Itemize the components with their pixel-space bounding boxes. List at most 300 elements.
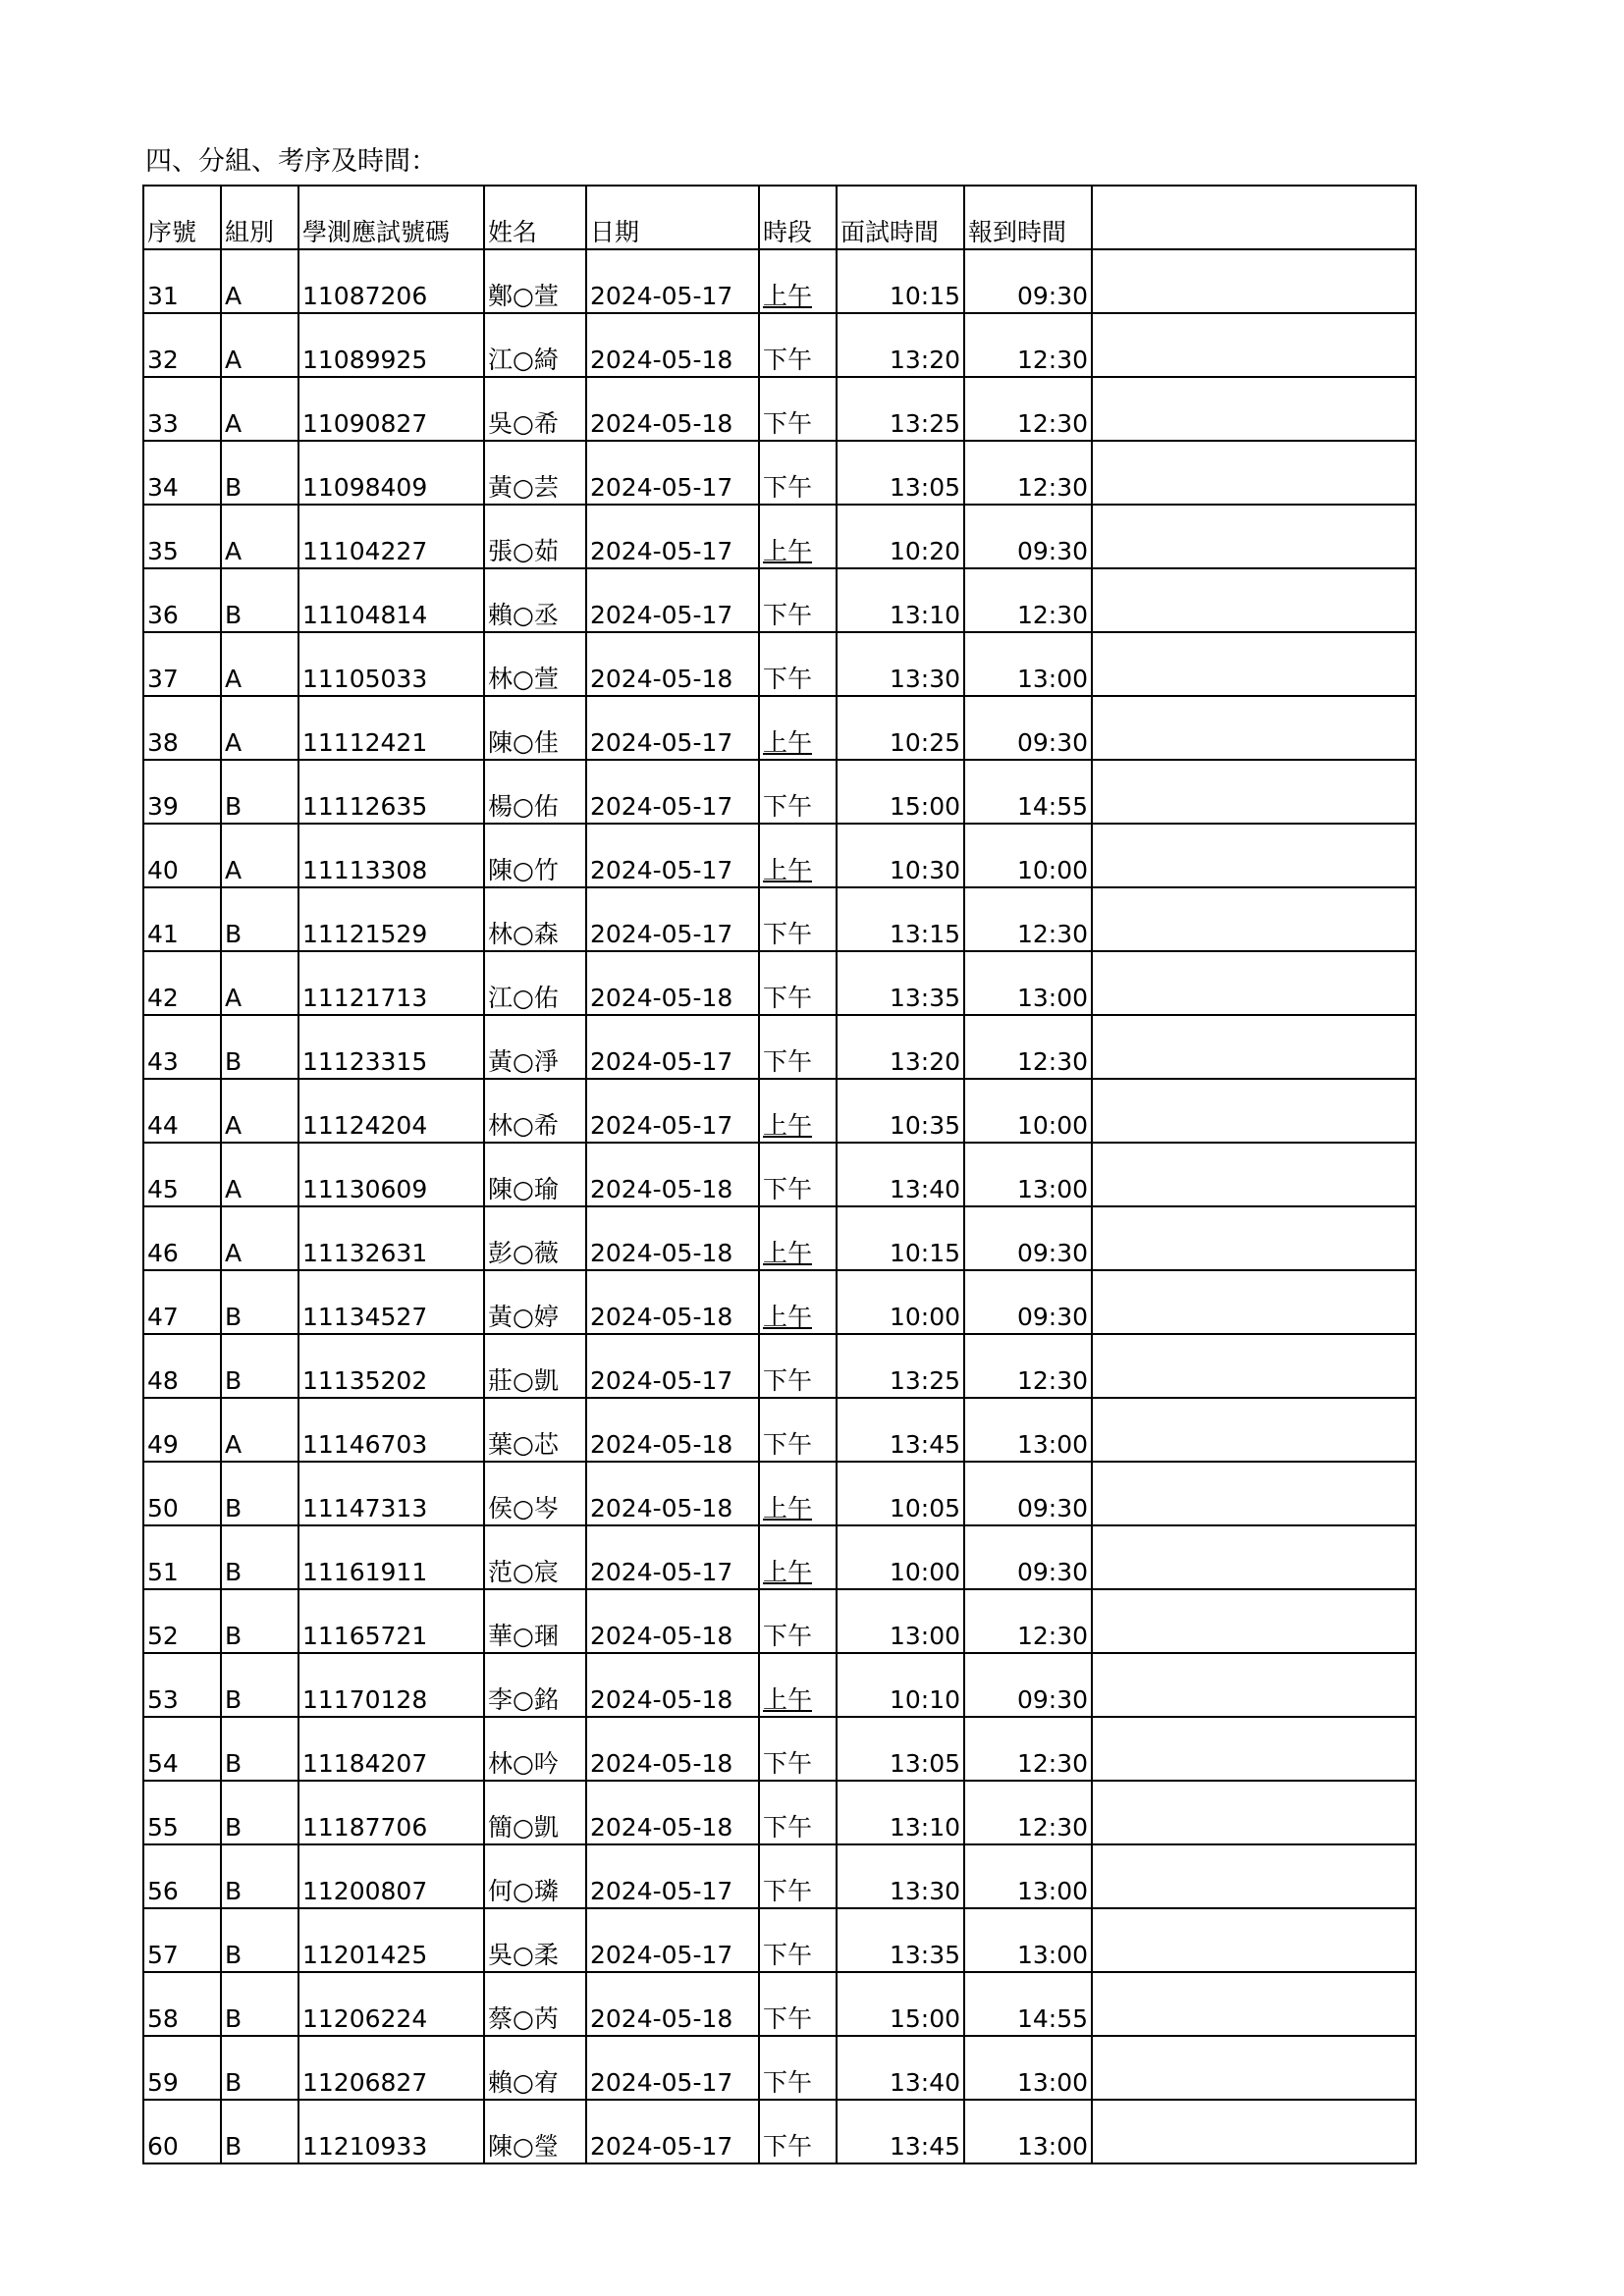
cell-blank (1092, 2036, 1416, 2100)
cell-seq: 59 (143, 2036, 221, 2100)
cell-session: 下午 (759, 1398, 837, 1462)
cell-blank (1092, 1270, 1416, 1334)
cell-checkin-time: 12:30 (964, 1334, 1092, 1398)
cell-session: 上午 (759, 1079, 837, 1143)
cell-blank (1092, 1844, 1416, 1908)
cell-name: 賴○宥 (484, 2036, 586, 2100)
cell-checkin-time: 09:30 (964, 1462, 1092, 1525)
cell-interview-time: 13:30 (837, 632, 964, 696)
cell-seq: 46 (143, 1206, 221, 1270)
cell-interview-time: 15:00 (837, 1972, 964, 2036)
cell-name: 江○綺 (484, 313, 586, 377)
cell-blank (1092, 441, 1416, 505)
cell-interview-time: 13:40 (837, 2036, 964, 2100)
table-row (143, 1781, 1416, 1844)
cell-seq: 55 (143, 1781, 221, 1844)
cell-exam-number: 11206224 (298, 1972, 484, 2036)
table-row (143, 1972, 1416, 2036)
cell-exam-number: 11098409 (298, 441, 484, 505)
cell-name: 華○㻒 (484, 1589, 586, 1653)
table-row (143, 1334, 1416, 1398)
cell-interview-time: 13:15 (837, 887, 964, 951)
cell-group: A (221, 696, 298, 760)
cell-session: 下午 (759, 887, 837, 951)
header-session: 時段 (759, 186, 837, 249)
table-row (143, 377, 1416, 441)
cell-group: A (221, 1143, 298, 1206)
cell-session: 上午 (759, 249, 837, 313)
cell-group: B (221, 1270, 298, 1334)
cell-exam-number: 11087206 (298, 249, 484, 313)
cell-session: 上午 (759, 1653, 837, 1717)
cell-date: 2024-05-17 (586, 568, 759, 632)
cell-interview-time: 13:05 (837, 441, 964, 505)
cell-seq: 37 (143, 632, 221, 696)
cell-name: 賴○丞 (484, 568, 586, 632)
cell-interview-time: 13:20 (837, 1015, 964, 1079)
table-row (143, 1206, 1416, 1270)
cell-checkin-time: 13:00 (964, 2036, 1092, 2100)
cell-exam-number: 11165721 (298, 1589, 484, 1653)
cell-seq: 50 (143, 1462, 221, 1525)
cell-name: 陳○竹 (484, 824, 586, 887)
table-row (143, 2036, 1416, 2100)
cell-date: 2024-05-18 (586, 1972, 759, 2036)
cell-interview-time: 10:30 (837, 824, 964, 887)
table-row (143, 2100, 1416, 2163)
cell-group: B (221, 1015, 298, 1079)
cell-interview-time: 13:25 (837, 377, 964, 441)
cell-blank (1092, 1908, 1416, 1972)
table-row (143, 313, 1416, 377)
cell-blank (1092, 1398, 1416, 1462)
cell-date: 2024-05-18 (586, 632, 759, 696)
cell-name: 葉○芯 (484, 1398, 586, 1462)
cell-name: 蔡○芮 (484, 1972, 586, 2036)
cell-session: 下午 (759, 1781, 837, 1844)
cell-checkin-time: 12:30 (964, 568, 1092, 632)
cell-interview-time: 13:10 (837, 1781, 964, 1844)
cell-seq: 58 (143, 1972, 221, 2036)
cell-interview-time: 10:00 (837, 1270, 964, 1334)
cell-name: 林○森 (484, 887, 586, 951)
table-row (143, 1143, 1416, 1206)
cell-seq: 43 (143, 1015, 221, 1079)
cell-group: A (221, 505, 298, 568)
cell-name: 莊○凱 (484, 1334, 586, 1398)
page-title: 四、分組、考序及時間： (145, 146, 437, 177)
cell-exam-number: 11112635 (298, 760, 484, 824)
cell-seq: 56 (143, 1844, 221, 1908)
table-row (143, 1398, 1416, 1462)
cell-date: 2024-05-17 (586, 2036, 759, 2100)
cell-session: 下午 (759, 377, 837, 441)
cell-group: A (221, 1079, 298, 1143)
table-row (143, 760, 1416, 824)
cell-interview-time: 10:15 (837, 1206, 964, 1270)
cell-interview-time: 10:15 (837, 249, 964, 313)
cell-blank (1092, 313, 1416, 377)
cell-date: 2024-05-18 (586, 1717, 759, 1781)
cell-group: A (221, 249, 298, 313)
cell-date: 2024-05-17 (586, 505, 759, 568)
cell-interview-time: 13:45 (837, 2100, 964, 2163)
cell-date: 2024-05-17 (586, 760, 759, 824)
cell-checkin-time: 12:30 (964, 1589, 1092, 1653)
cell-interview-time: 10:10 (837, 1653, 964, 1717)
cell-session: 下午 (759, 441, 837, 505)
table-row (143, 632, 1416, 696)
table-row (143, 441, 1416, 505)
cell-blank (1092, 887, 1416, 951)
cell-blank (1092, 1462, 1416, 1525)
cell-date: 2024-05-18 (586, 1270, 759, 1334)
cell-name: 林○希 (484, 1079, 586, 1143)
cell-blank (1092, 1334, 1416, 1398)
cell-name: 陳○瑜 (484, 1143, 586, 1206)
cell-checkin-time: 12:30 (964, 377, 1092, 441)
cell-exam-number: 11113308 (298, 824, 484, 887)
cell-group: A (221, 313, 298, 377)
cell-group: B (221, 760, 298, 824)
cell-name: 林○萱 (484, 632, 586, 696)
cell-date: 2024-05-17 (586, 1334, 759, 1398)
cell-name: 陳○瑩 (484, 2100, 586, 2163)
cell-name: 簡○凱 (484, 1781, 586, 1844)
cell-session: 下午 (759, 1143, 837, 1206)
cell-name: 張○茹 (484, 505, 586, 568)
cell-seq: 36 (143, 568, 221, 632)
cell-exam-number: 11123315 (298, 1015, 484, 1079)
cell-date: 2024-05-17 (586, 2100, 759, 2163)
cell-interview-time: 10:20 (837, 505, 964, 568)
cell-seq: 45 (143, 1143, 221, 1206)
table-row (143, 951, 1416, 1015)
cell-seq: 49 (143, 1398, 221, 1462)
table-row (143, 1908, 1416, 1972)
cell-blank (1092, 505, 1416, 568)
cell-checkin-time: 13:00 (964, 1143, 1092, 1206)
cell-date: 2024-05-18 (586, 951, 759, 1015)
cell-blank (1092, 2100, 1416, 2163)
cell-interview-time: 13:00 (837, 1589, 964, 1653)
cell-interview-time: 13:30 (837, 1844, 964, 1908)
cell-group: B (221, 1589, 298, 1653)
cell-interview-time: 15:00 (837, 760, 964, 824)
cell-checkin-time: 09:30 (964, 505, 1092, 568)
cell-exam-number: 11104814 (298, 568, 484, 632)
cell-blank (1092, 568, 1416, 632)
cell-exam-number: 11121713 (298, 951, 484, 1015)
cell-checkin-time: 12:30 (964, 1015, 1092, 1079)
cell-session: 上午 (759, 1206, 837, 1270)
cell-name: 何○璘 (484, 1844, 586, 1908)
cell-checkin-time: 09:30 (964, 1270, 1092, 1334)
table-row (143, 1015, 1416, 1079)
cell-blank (1092, 760, 1416, 824)
cell-checkin-time: 13:00 (964, 1844, 1092, 1908)
cell-seq: 41 (143, 887, 221, 951)
table-row (143, 1462, 1416, 1525)
cell-name: 陳○佳 (484, 696, 586, 760)
cell-group: B (221, 1334, 298, 1398)
cell-session: 下午 (759, 1908, 837, 1972)
cell-checkin-time: 14:55 (964, 760, 1092, 824)
cell-group: B (221, 441, 298, 505)
cell-date: 2024-05-17 (586, 1079, 759, 1143)
table-row (143, 887, 1416, 951)
cell-date: 2024-05-17 (586, 249, 759, 313)
cell-date: 2024-05-17 (586, 1525, 759, 1589)
cell-checkin-time: 14:55 (964, 1972, 1092, 2036)
cell-blank (1092, 1079, 1416, 1143)
cell-blank (1092, 1653, 1416, 1717)
cell-session: 下午 (759, 1589, 837, 1653)
table-row (143, 1589, 1416, 1653)
cell-name: 李○銘 (484, 1653, 586, 1717)
cell-exam-number: 11161911 (298, 1525, 484, 1589)
cell-checkin-time: 13:00 (964, 2100, 1092, 2163)
cell-group: B (221, 568, 298, 632)
cell-exam-number: 11124204 (298, 1079, 484, 1143)
cell-group: B (221, 1844, 298, 1908)
cell-checkin-time: 12:30 (964, 1717, 1092, 1781)
cell-interview-time: 13:20 (837, 313, 964, 377)
cell-checkin-time: 13:00 (964, 632, 1092, 696)
header-interview-time: 面試時間 (837, 186, 964, 249)
cell-exam-number: 11089925 (298, 313, 484, 377)
cell-exam-number: 11184207 (298, 1717, 484, 1781)
table-row (143, 1270, 1416, 1334)
cell-group: A (221, 951, 298, 1015)
cell-group: A (221, 377, 298, 441)
cell-blank (1092, 1143, 1416, 1206)
cell-seq: 40 (143, 824, 221, 887)
cell-group: A (221, 1206, 298, 1270)
cell-group: B (221, 1972, 298, 2036)
cell-date: 2024-05-18 (586, 377, 759, 441)
cell-checkin-time: 13:00 (964, 1398, 1092, 1462)
cell-checkin-time: 12:30 (964, 441, 1092, 505)
cell-blank (1092, 1525, 1416, 1589)
header-blank (1092, 186, 1416, 249)
cell-group: B (221, 1525, 298, 1589)
cell-exam-number: 11104227 (298, 505, 484, 568)
cell-date: 2024-05-18 (586, 1398, 759, 1462)
cell-exam-number: 11170128 (298, 1653, 484, 1717)
cell-seq: 32 (143, 313, 221, 377)
cell-exam-number: 11206827 (298, 2036, 484, 2100)
cell-name: 彭○薇 (484, 1206, 586, 1270)
cell-date: 2024-05-18 (586, 1589, 759, 1653)
cell-group: B (221, 1717, 298, 1781)
cell-name: 黃○淨 (484, 1015, 586, 1079)
cell-seq: 52 (143, 1589, 221, 1653)
cell-session: 下午 (759, 1717, 837, 1781)
cell-session: 下午 (759, 1972, 837, 2036)
cell-seq: 34 (143, 441, 221, 505)
header-name: 姓名 (484, 186, 586, 249)
cell-exam-number: 11134527 (298, 1270, 484, 1334)
cell-session: 下午 (759, 2100, 837, 2163)
cell-name: 吳○柔 (484, 1908, 586, 1972)
cell-seq: 48 (143, 1334, 221, 1398)
table-row (143, 1717, 1416, 1781)
cell-interview-time: 13:45 (837, 1398, 964, 1462)
cell-session: 下午 (759, 1015, 837, 1079)
cell-seq: 35 (143, 505, 221, 568)
table-row (143, 249, 1416, 313)
cell-seq: 44 (143, 1079, 221, 1143)
table-row (143, 1525, 1416, 1589)
cell-name: 吳○希 (484, 377, 586, 441)
cell-date: 2024-05-17 (586, 1908, 759, 1972)
cell-group: B (221, 1781, 298, 1844)
cell-session: 下午 (759, 2036, 837, 2100)
cell-blank (1092, 1206, 1416, 1270)
cell-seq: 47 (143, 1270, 221, 1334)
cell-date: 2024-05-17 (586, 1844, 759, 1908)
table-row (143, 824, 1416, 887)
cell-blank (1092, 377, 1416, 441)
cell-exam-number: 11187706 (298, 1781, 484, 1844)
cell-group: B (221, 1462, 298, 1525)
cell-seq: 60 (143, 2100, 221, 2163)
cell-interview-time: 13:35 (837, 1908, 964, 1972)
table-row (143, 696, 1416, 760)
cell-checkin-time: 09:30 (964, 696, 1092, 760)
header-group: 組別 (221, 186, 298, 249)
cell-blank (1092, 951, 1416, 1015)
cell-name: 黃○婷 (484, 1270, 586, 1334)
cell-seq: 54 (143, 1717, 221, 1781)
header-exam-number: 學測應試號碼 (298, 186, 484, 249)
cell-blank (1092, 1781, 1416, 1844)
table-row (143, 568, 1416, 632)
cell-seq: 33 (143, 377, 221, 441)
cell-seq: 51 (143, 1525, 221, 1589)
cell-exam-number: 11132631 (298, 1206, 484, 1270)
cell-date: 2024-05-18 (586, 313, 759, 377)
cell-session: 上午 (759, 505, 837, 568)
cell-interview-time: 10:05 (837, 1462, 964, 1525)
cell-seq: 39 (143, 760, 221, 824)
cell-blank (1092, 824, 1416, 887)
cell-exam-number: 11130609 (298, 1143, 484, 1206)
cell-group: A (221, 632, 298, 696)
table-row (143, 1653, 1416, 1717)
cell-checkin-time: 09:30 (964, 1206, 1092, 1270)
cell-group: A (221, 824, 298, 887)
cell-interview-time: 10:00 (837, 1525, 964, 1589)
cell-session: 下午 (759, 1844, 837, 1908)
cell-date: 2024-05-17 (586, 1015, 759, 1079)
cell-session: 下午 (759, 760, 837, 824)
cell-checkin-time: 10:00 (964, 824, 1092, 887)
cell-seq: 57 (143, 1908, 221, 1972)
cell-date: 2024-05-17 (586, 696, 759, 760)
cell-date: 2024-05-17 (586, 887, 759, 951)
table-row (143, 1844, 1416, 1908)
cell-checkin-time: 12:30 (964, 313, 1092, 377)
cell-checkin-time: 13:00 (964, 951, 1092, 1015)
schedule-table (142, 185, 1417, 2164)
cell-exam-number: 11201425 (298, 1908, 484, 1972)
header-checkin-time: 報到時間 (964, 186, 1092, 249)
cell-session: 下午 (759, 313, 837, 377)
cell-exam-number: 11146703 (298, 1398, 484, 1462)
cell-blank (1092, 1015, 1416, 1079)
cell-interview-time: 10:25 (837, 696, 964, 760)
cell-session: 下午 (759, 951, 837, 1015)
cell-name: 林○吟 (484, 1717, 586, 1781)
cell-name: 范○宸 (484, 1525, 586, 1589)
table-row (143, 505, 1416, 568)
cell-date: 2024-05-18 (586, 1143, 759, 1206)
cell-session: 上午 (759, 1270, 837, 1334)
cell-session: 上午 (759, 1525, 837, 1589)
cell-interview-time: 13:25 (837, 1334, 964, 1398)
cell-session: 上午 (759, 696, 837, 760)
cell-name: 黃○芸 (484, 441, 586, 505)
cell-checkin-time: 09:30 (964, 1525, 1092, 1589)
cell-group: B (221, 2100, 298, 2163)
cell-seq: 38 (143, 696, 221, 760)
cell-session: 下午 (759, 632, 837, 696)
header-row (143, 186, 1416, 249)
cell-group: B (221, 887, 298, 951)
cell-blank (1092, 696, 1416, 760)
cell-exam-number: 11210933 (298, 2100, 484, 2163)
cell-session: 上午 (759, 1462, 837, 1525)
cell-group: B (221, 1908, 298, 1972)
cell-group: A (221, 1398, 298, 1462)
cell-blank (1092, 632, 1416, 696)
cell-interview-time: 13:40 (837, 1143, 964, 1206)
cell-exam-number: 11090827 (298, 377, 484, 441)
cell-exam-number: 11112421 (298, 696, 484, 760)
cell-date: 2024-05-17 (586, 441, 759, 505)
cell-exam-number: 11147313 (298, 1462, 484, 1525)
cell-blank (1092, 1972, 1416, 2036)
header-date: 日期 (586, 186, 759, 249)
cell-checkin-time: 12:30 (964, 887, 1092, 951)
cell-name: 侯○岑 (484, 1462, 586, 1525)
cell-exam-number: 11121529 (298, 887, 484, 951)
cell-date: 2024-05-17 (586, 824, 759, 887)
table-body (143, 249, 1416, 2163)
cell-blank (1092, 1589, 1416, 1653)
cell-checkin-time: 13:00 (964, 1908, 1092, 1972)
cell-interview-time: 13:05 (837, 1717, 964, 1781)
cell-checkin-time: 09:30 (964, 1653, 1092, 1717)
cell-interview-time: 10:35 (837, 1079, 964, 1143)
cell-checkin-time: 12:30 (964, 1781, 1092, 1844)
cell-session: 上午 (759, 824, 837, 887)
cell-checkin-time: 09:30 (964, 249, 1092, 313)
cell-date: 2024-05-18 (586, 1206, 759, 1270)
table-row (143, 1079, 1416, 1143)
cell-session: 下午 (759, 568, 837, 632)
cell-exam-number: 11105033 (298, 632, 484, 696)
cell-seq: 42 (143, 951, 221, 1015)
cell-interview-time: 13:35 (837, 951, 964, 1015)
cell-checkin-time: 10:00 (964, 1079, 1092, 1143)
cell-date: 2024-05-18 (586, 1653, 759, 1717)
cell-exam-number: 11135202 (298, 1334, 484, 1398)
header-seq: 序號 (143, 186, 221, 249)
cell-date: 2024-05-18 (586, 1781, 759, 1844)
